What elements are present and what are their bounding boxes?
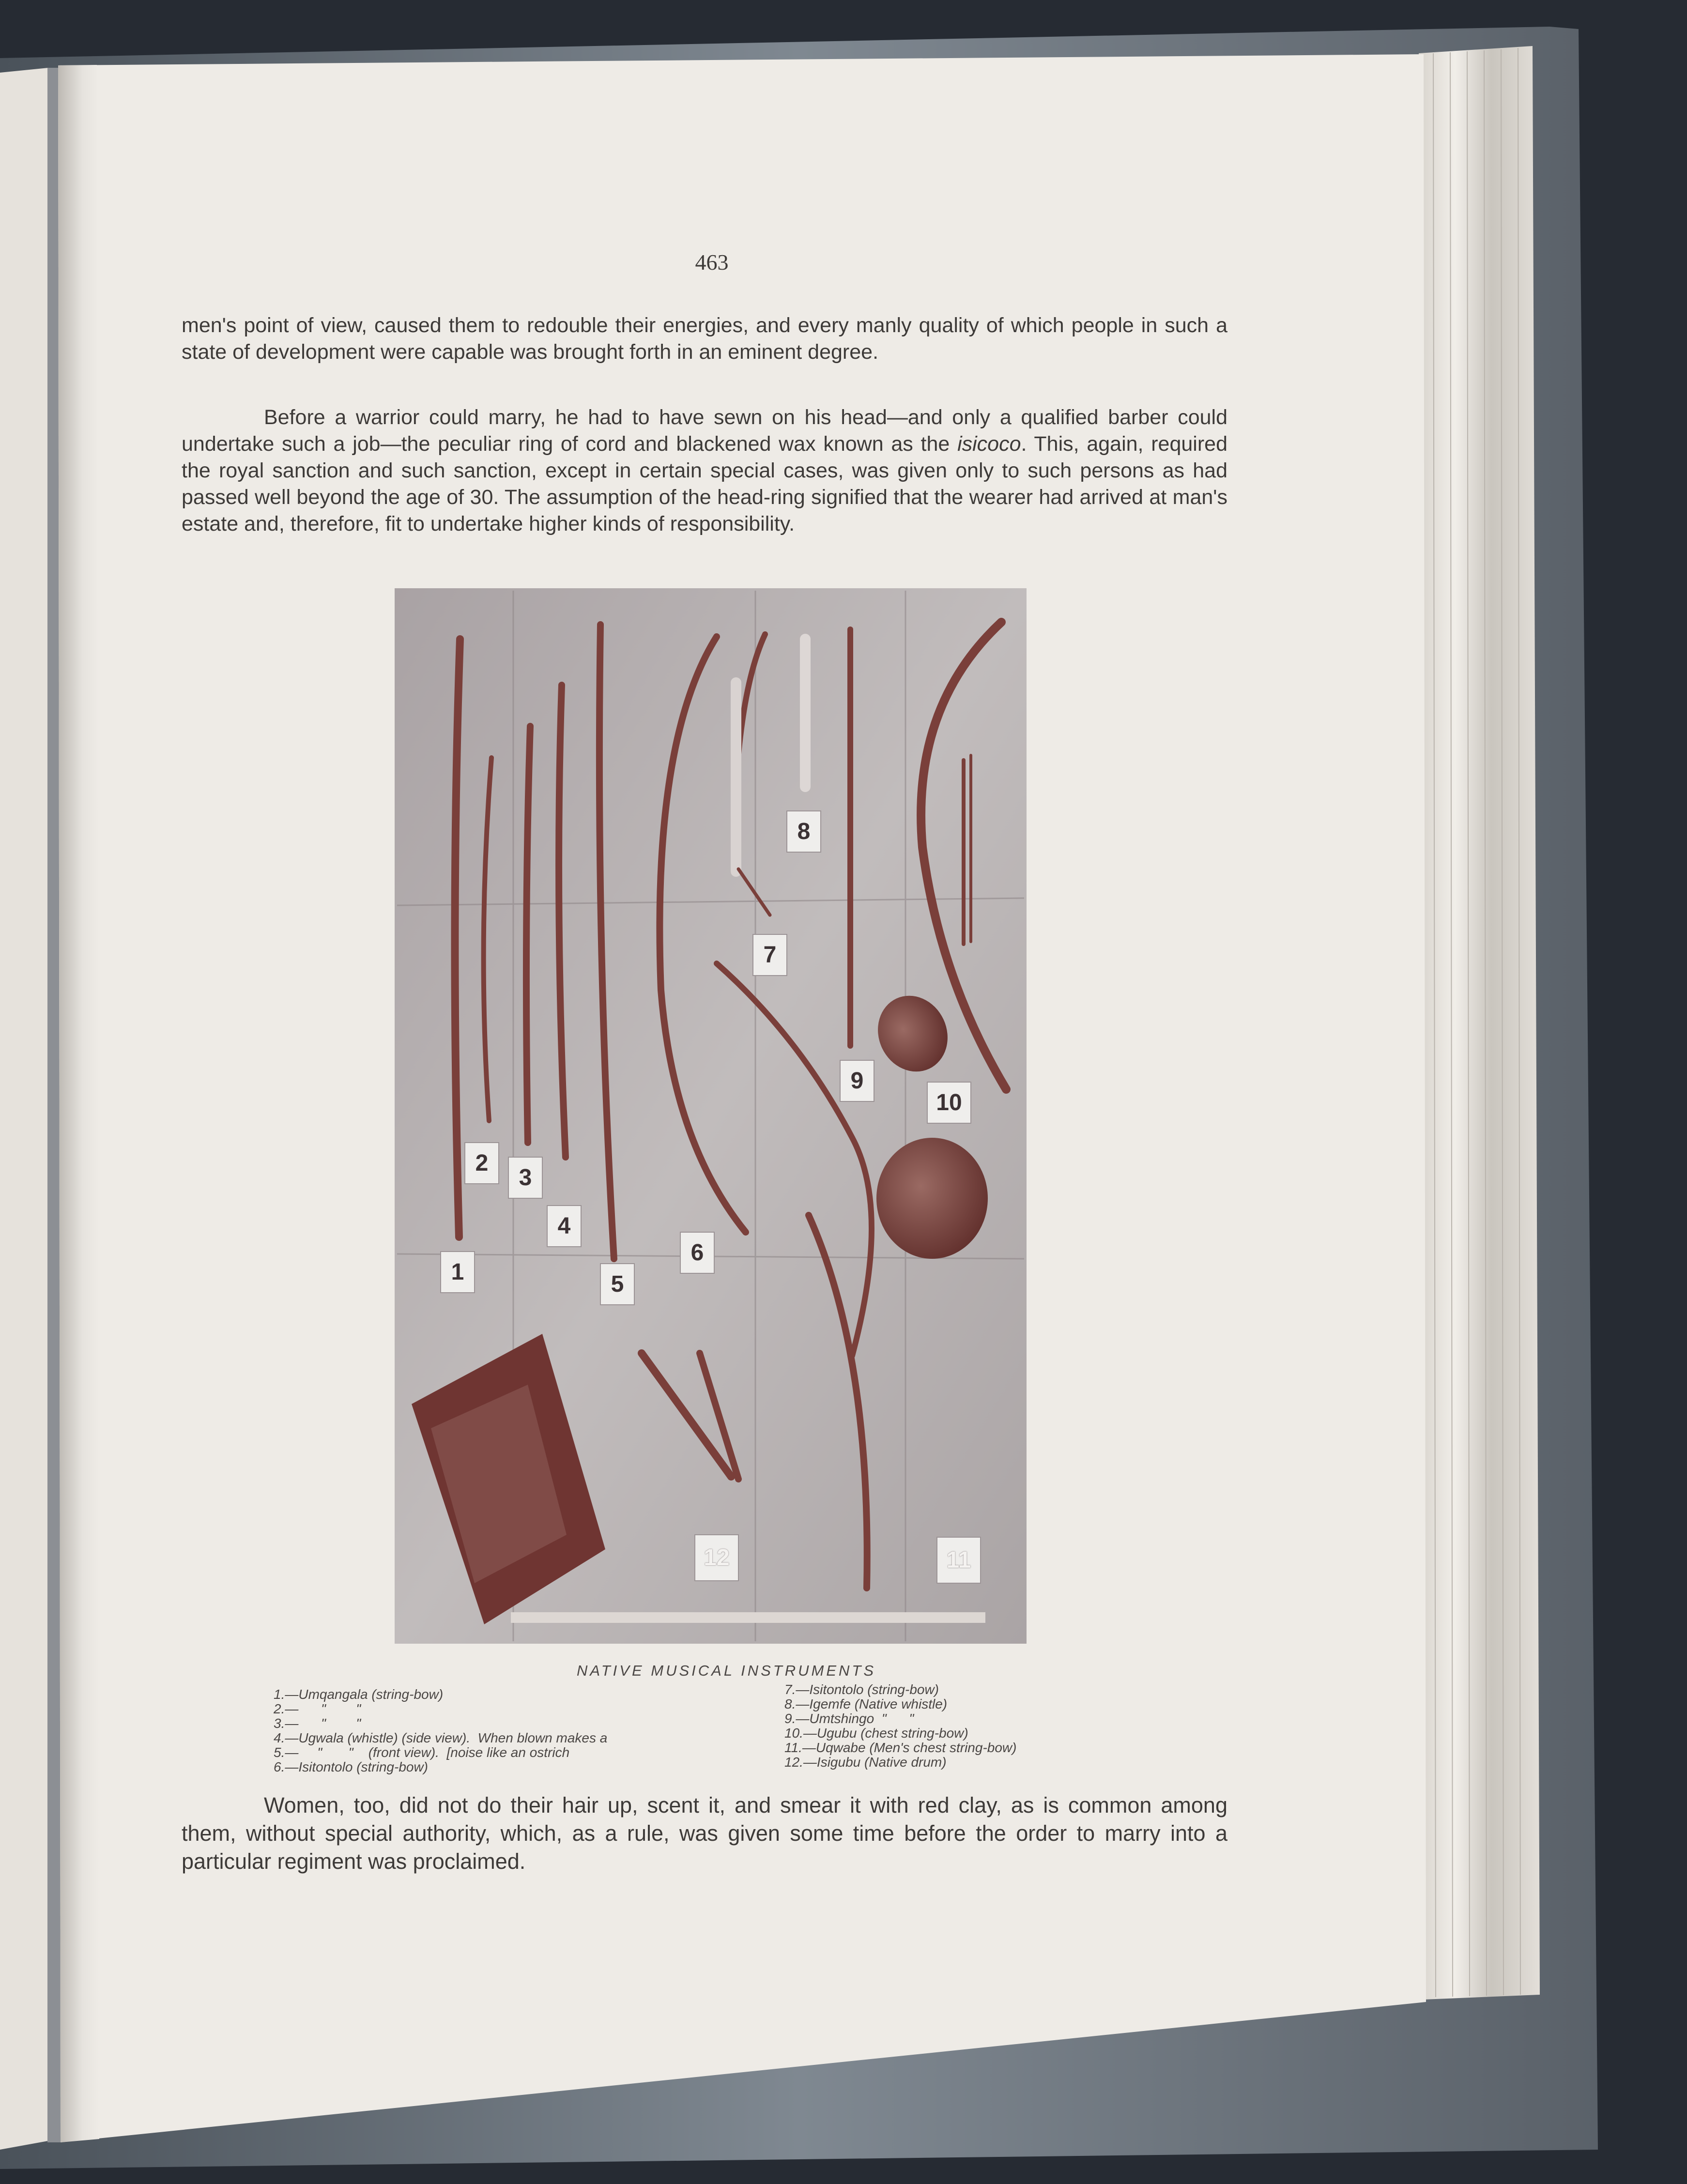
caption-item: 8.—Igemfe (Native whistle) [784,1696,948,1711]
caption-item: 12.—Isigubu (Native drum) [784,1755,947,1770]
caption-item: 9.—Umtshingo " " [784,1711,914,1726]
caption-item: 11.—Uqwabe (Men's chest string-bow) [784,1740,1017,1755]
paragraph-head-ring [182,404,1227,537]
paragraph-head-ring-part2: . This, again, required the royal sanction and such sanction, except in certain special cases, was given only to such persons as had passed well beyond the age of 30. The assumption of the head-ring signified that the wearer had arrived at man's estate and, therefore, fit to undertake higher kinds of responsibility. [182,432,1227,535]
label-3: 3 [519,1165,532,1191]
figure-caption-title: NATIVE MUSICAL INSTRUMENTS [576,1662,876,1679]
caption-item: 7.—Isitontolo (string-bow) [784,1682,939,1697]
page-number: 463 [695,250,729,275]
label-2: 2 [475,1150,489,1176]
label-4: 4 [557,1213,571,1239]
label-10: 10 [936,1090,962,1115]
label-7: 7 [763,942,777,968]
label-12: 12 [704,1545,730,1571]
label-1: 1 [451,1259,464,1285]
caption-legend-left [274,1687,607,1774]
term-isicoco: isicoco [957,432,1021,456]
paragraph-women: Women, too, did not do their hair up, scent it, and smear it with red clay, as is common among them, without special authority, which, as a rule, was given some time before the order to marry into a particular regiment was proclaimed. [182,1793,1227,1874]
caption-item: 2.— " " [274,1701,361,1716]
label-8: 8 [797,819,811,844]
caption-item: 1.—Umqangala (string-bow) [274,1687,444,1702]
caption-item: 3.— " " [274,1716,361,1731]
label-5: 5 [611,1271,624,1297]
page-gutter-shadow [58,65,99,2142]
caption-legend-right [784,1682,1016,1770]
paragraph-head-ring-part1: Before a warrior could marry, he had to have sewn on his head—and only a qualified barber could undertake such a job—the peculiar ring of cord and blackened wax known as the [182,406,1227,456]
page-stack-edge [1419,46,1540,2000]
label-11: 11 [946,1547,971,1573]
paragraph-continued: men's point of view, caused them to redouble their energies, and every manly quality of which people in such a state of development were capable was brought forth in an eminent degree. [182,314,1227,364]
label-9: 9 [850,1068,864,1094]
caption-item: 5.— " " (front view). [noise like an ostrich [274,1745,570,1760]
caption-item: 10.—Ugubu (chest string-bow) [784,1726,968,1741]
caption-item: 4.—Ugwala (whistle) (side view). When blown makes a [274,1730,608,1745]
label-6: 6 [690,1240,704,1266]
left-page [0,68,53,2150]
caption-item: 6.—Isitontolo (string-bow) [274,1759,429,1774]
